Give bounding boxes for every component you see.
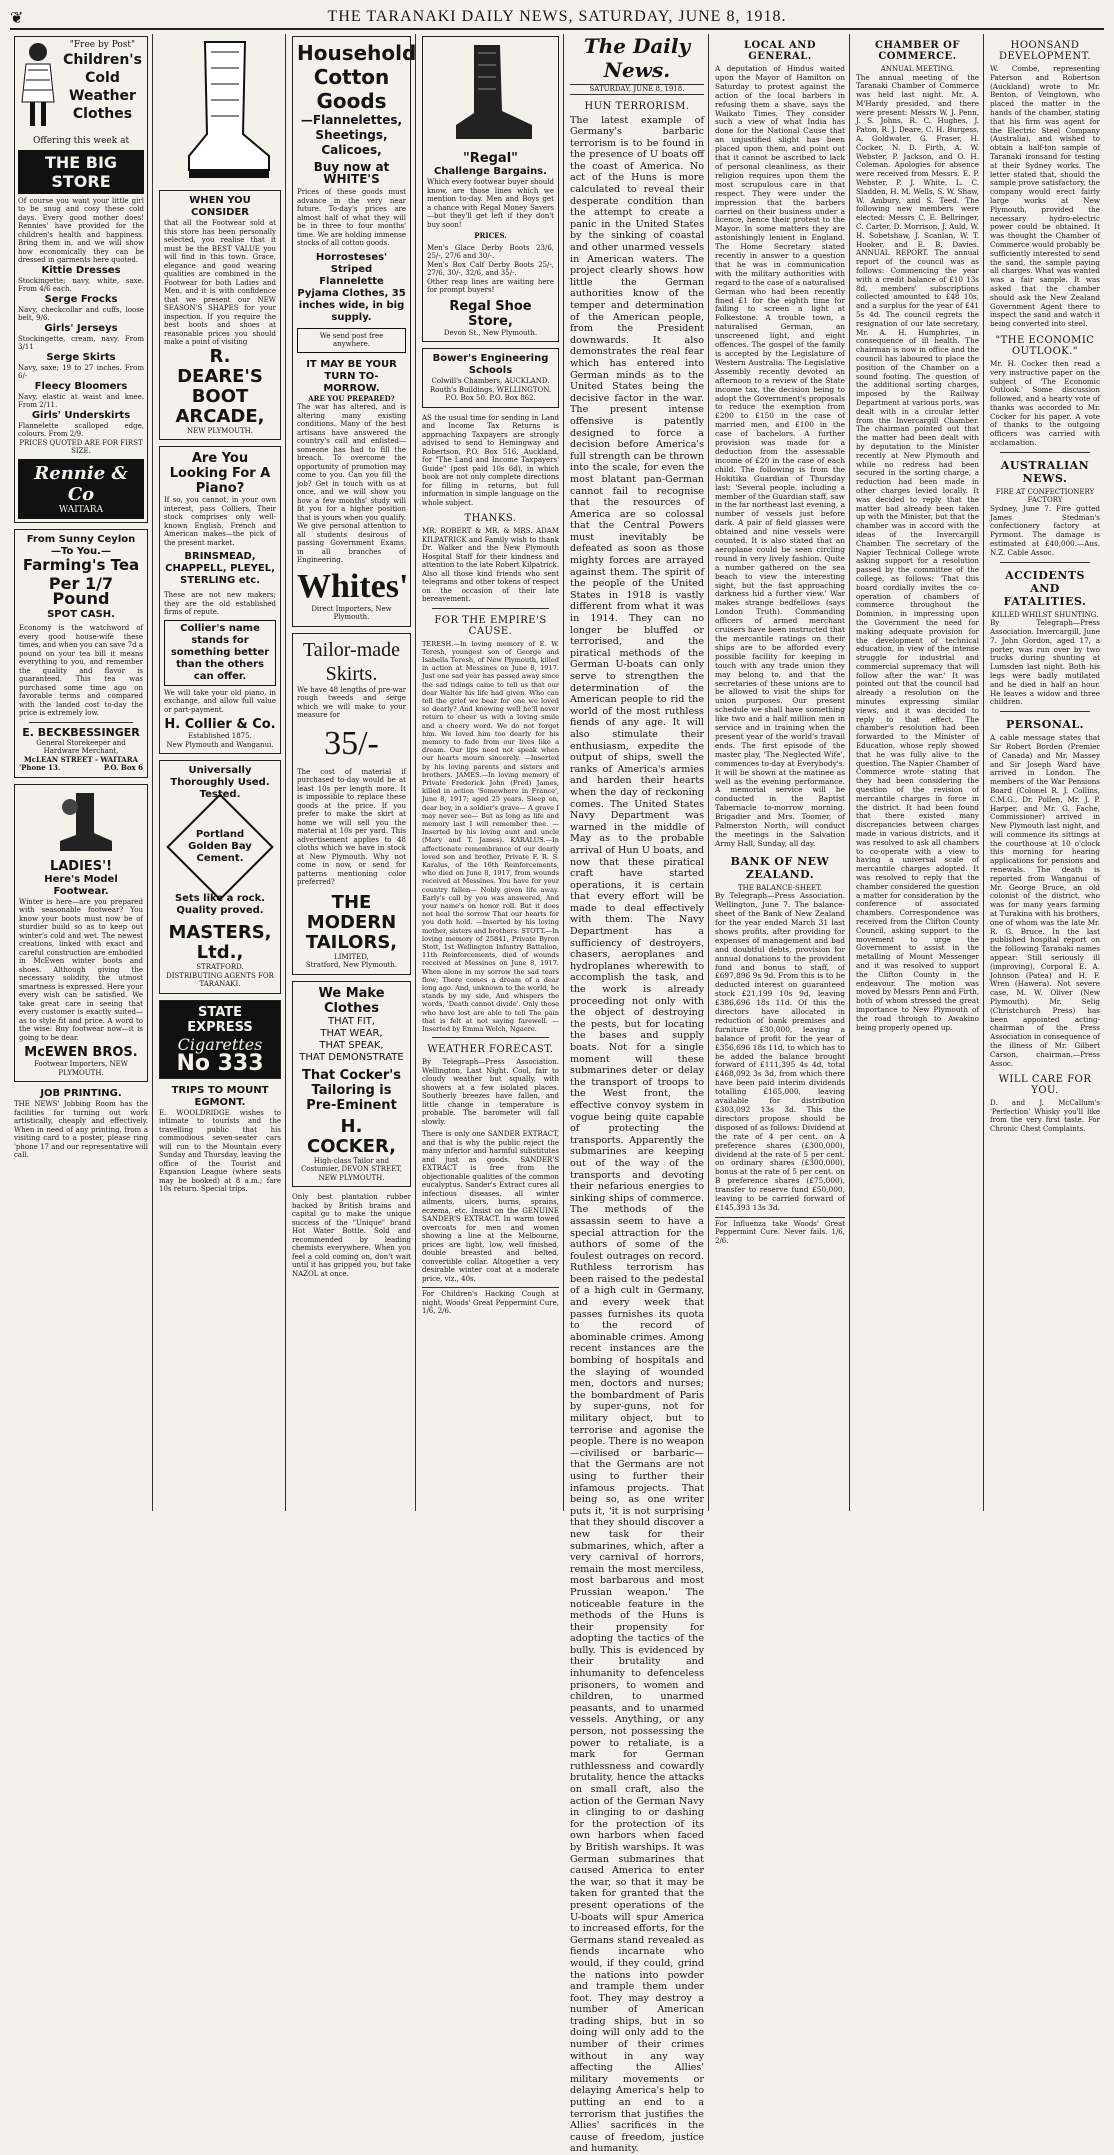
regal-price: Other reap lines are waiting here for prompt buyers! — [427, 278, 554, 295]
editorial-head: HUN TERRORISM. — [570, 101, 704, 112]
job-printing — [14, 1088, 148, 1160]
household-body: Prices of these goods must advance in the very near future. To-day's prices are almost half of what they will be in three to four months' time. We are holding immense stocks of all cotton goods. — [297, 188, 406, 248]
prepared-head: ARE YOU PREPARED? — [297, 395, 406, 404]
ornament-icon: ❦ — [10, 8, 40, 27]
cement-top: Universally Thoroughly Used. Tested. — [164, 765, 276, 801]
deare-town: NEW PLYMOUTH. — [164, 427, 276, 436]
mcewen-headline: LADIES'! — [19, 859, 143, 874]
cigs-kind: Cigarettes — [164, 1035, 276, 1054]
masters-desc: DISTRIBUTING AGENTS FOR TARANAKI. — [164, 972, 276, 989]
cement-brand: Portland Golden Bay Cement. — [184, 829, 256, 865]
item-desc: Flannelette scalloped edge, colours. From 2/9. — [18, 422, 144, 439]
deare-ad — [159, 190, 281, 440]
cigs-brand: STATE EXPRESS — [164, 1005, 276, 1035]
tailors-ltd: LIMITED, — [297, 953, 406, 962]
modern-tailors-ad — [292, 633, 411, 975]
man-boot-illustration-icon — [427, 41, 554, 151]
item-desc: Stockingette, cream, navy. From 3/11 — [18, 335, 144, 352]
bowers-addr: Colwill's Chambers, AUCKLAND. Routh's Buildings, WELLINGTON. — [427, 377, 554, 394]
column-7 — [852, 34, 1104, 1511]
tea-line-1: From Sunny Ceylon — [19, 534, 143, 546]
local-head: LOCAL AND GENERAL. — [715, 40, 845, 62]
column-5 — [566, 34, 709, 1511]
masters-town: STRATFORD. — [164, 963, 276, 972]
cocker-line: THAT DEMONSTRATE — [297, 1052, 406, 1064]
outlook-body: Mr. H. Cocker then read a very instructive paper on the subject of 'The Economic Outlook.' Some discussion followed, and a hearty vote of thanks was accorded to Mr. Cocker for his paper. A vote of thanks to the outgoing officers was carried with acclamation. — [990, 360, 1100, 448]
bigstore-ad — [14, 36, 148, 523]
whites-logo: Whites' — [297, 569, 406, 605]
piano-trade: We will take your old piano, in exchange, and allow full value or part-payment. — [164, 689, 276, 715]
page-title: THE TARANAKI DAILY NEWS, SATURDAY, JUNE 8, 1918. — [328, 8, 787, 26]
skirts-price: 35/- — [297, 726, 406, 762]
collier-est: Established 1875. — [164, 732, 276, 741]
accidents-head: ACCIDENTS AND FATALITIES. — [990, 569, 1100, 608]
household-sendpost: We send post free anywhere. — [297, 328, 406, 353]
cocker-line: THAT WEAR, — [297, 1028, 406, 1040]
bigstore-intro: Of course you want your little girl to be snug and cosy these cold days. Every good mother does! Rennies' have provided for the children's health and happiness. Bring them in, and we will show how economically they can be dressed in garments here quoted. — [18, 197, 144, 265]
cocker-line: THAT SPEAK, — [297, 1040, 406, 1052]
column-3 — [288, 34, 416, 1511]
editorial-body: The latest example of Germany's barbaric terrorism is to be found in the presence of U boats off the coast of America. No act of the Huns is more calculated to reveal their desperate condition than the attempt to create a panic in the United States by the sinking of coastal and other unarmed vessels in American waters. The project clearly shows how little the German authorities know of the temper and determination of the American people, from the President downwards. It also demonstrates the real fear which has entered into German minds as to the United States being the decisive factor in the war. The present intense offensive is patently designed to force a decision before America's full strength can be thrown into the scale, for even the most blatant pan-German cannot fail to recognise that the resources of America are so colossal that the Central Powers must inevitably be defeated as soon as those mighty forces are arrayed against them. The spirit of the people of the United States in 1918 is vastly different from what it was in 1914. They can no longer be bluffed or terrorised, and the piratical methods of the German U-boats can only serve to strengthen the determination of the American people to rid the world of the most ruthless fiends of any age. It will also stimulate their enthusiasm, expedite the output of ships, swell the ranks of America's armies and harden their hearts when the day of reckoning comes. The United States Navy Department was warned in the middle of May as to the probable arrival of Hun U boats, and now that these piratical craft have started operations, it is certain that every effort will be made to deal effectively with them. The Navy Department has a sufficiency of destroyers, chasers, aeroplanes and hydroplanes wherewith to accomplish the task, and the work is already proceeding not only with the object of destroying the pests, but for locating the bases and supply boats. Not for a single moment will these submarines deter or delay the transport of troops to the West front, the effective convoy system in vogue being quite capable of protecting the transports. Apparently the submarines are keeping out of the way of the transports and devoting their nefarious energies to sinking ships of commerce. The methods of the assassin seem to have a special attraction for the authors of some of the foulest outrages on record. Ruthless terrorism has been raised to the pedestal of a high cult in Germany, and every week that passes furnishes its quota to the record of abominable crimes. Among recent instances are the bombing of hospitals and the slaying of wounded men, doctors and nurses; the bombardment of Paris by super-guns, not for military object, but to terrorise and agonise the people. There is no weapon—civilised or barbaric—that the Germans are not using to further their infamous projects. That being so, as one writer puts it, 'it is not surprising that they should discover a new task for their submarines, which, after a very carnival of horrors, remain the most merciless, most barbarous and most Prussian weapon.' The noticeable feature in the methods of the Huns is their propensity for adopting the tactics of the bully. This is evidenced by their brutality and inhumanity to defenceless prisoners, to women and children, to unarmed peasants, and to unarmed vessels. Anything, or any person, not possessing the power to retaliate, is a mark for German ruthlessness and cowardly brutality, hence the attacks on small craft, also the action of the German Navy in clinging to or dashing for the protection of its own harbors when faced by British warships. It was German submarines that caused America to enter the war, so that it may be taken for granted that the present operations of the U-boats will spur America to increased efforts, for the Germans stand revealed as fiends incarnate who would, if they could, grind the nations into powder and trample them under foot. They may destroy a number of American trading ships, but in so doing will only add to the number of their crimes without in any way affecting the Allies' military movements or delaying America's help to putting an end to a terrorism that justifies the Allies' sacrifices in the cause of freedom, justice and humanity. — [570, 115, 704, 2155]
editorial-date: SATURDAY, JUNE 8, 1918. — [570, 84, 704, 95]
empire-body: TERESH.—In loving memory of E. W. Teresh, youngest son of George and Isabella Teresh, of New Plymouth, killed in action at Messines on June 8, 1917. Just one sad year has passed away since the sad tidings came to tell us that our dear Walter his life had given. Who can tell the grief we bear for one we loved so dearly? And knowing well he'll never return to cheer us with a loving smile and a cheery word. We do not forget him. We loved him too dearly for his memory to fade from our lives like a dream. Our lips need not speak when our hearts mourn sincerely. —Inserted by his loving parents and sisters and brothers. JAMES.—In loving memory of Private Frederick John (Fred) James, killed in action 'Somewhere in France', June 8, 1917; aged 25 years. Sleep on, dear boy, in a soldier's grave— A grave I may never see— But as long as life and memory last I will remember thee. —Inserted by his loving aunt and uncle (Mary and T. James). KARALUS.—In affectionate remembrance of our dearly loved son and brother, Private F. R. S. Karalus, of the 16th Reinforcements, who died on June 8, 1917, from wounds received at Messines. You have for your country fallen— Nobly given life away. Early's call by you was answered, And your name's on honor roll. But it does not heal the sorrow That our hearts for you doth hold. —Inserted by his loving mother, sisters and brothers. STOTT.—In loving memory of 25841, Private Byron Stott, 1st Wellington Infantry Battalion, 11th Reinforcements, died of wounds received at Messines on June 8, 1917. When alone in my sorrow the sad tears flow; There comes a dream of a dear long ago. And, unknown to the world, he stands by my side, And whispers the words, 'Death cannot divide'. Only those who have lost are able to tell The pain that is felt at not saying farewell. —Inserted by Emma Welch, Ngaere. — [422, 640, 559, 1034]
skirts-title: Tailor-made Skirts. — [297, 638, 406, 686]
state-express-ad — [159, 1000, 281, 1079]
regal-ad — [422, 36, 559, 342]
cigs-number: No 333 — [164, 1054, 276, 1074]
aus-sub: FIRE AT CONFECTIONERY FACTORY — [990, 488, 1100, 505]
chamber-body: The annual meeting of the Taranaki Chamber of Commerce was held last night. Mr. A. M'Hardy presided, and there were present: Messrs W. J. Penn, J. S. Johns, R. C. Hughes, J. Paton, R. J. Deare, C. H. Burgess, A. Goldwater, G. Fraser, H. Cocker, N. D. Firth, A. W. Webster, P. Jackson, and O. H. Coleman. Apologies for absence were received from Messrs. E. P. Webster, P. J. White, L. C. Sladden, H. M. Wells, S. W. Shaw, W. Ambury, and S. Teed. The following new members were elected: Messrs C. E. Bellringer, C. Carter, D. Morrison, J. Auld, W. H. Sobetshaw, J. Scanlan, W. T. Hooker, and E. B. Davies. ANNUAL REPORT. The annual report of the council was as follows: Commencing the year with a credit balance of £10 13s 8d, members' subscriptions collected amounted to £48 10s, and a surplus for the year of £41 5s 4d. The council regrets the resignation of our late secretary, Mr. A. H. Humphries, in consequence of ill health. The chairman is now in office and the council has laboured to place the position of the Chamber on a sound footing. The question of the additional sorting charges, imposed by the Railway Department at various ports, was dealt with in a circular letter from the Invercargill Chamber. The chairman pointed out that the matter had been dealt with by deputation to the Minister recently at New Plymouth and while no redress had been secured in the sorting charge, a reduction had been made in other charges levied locally. It was decided to reply that the matter had already been taken up with the Minister, but that the chamber was in accord with the ideas of the Invercargill Chamber. The secretary of the Napier Technical College wrote asking support for a resolution passed by the committee of the college, as follows: 'That this board cordially invites the co-operation of chambers of commerce throughout the Dominion, in impressing upon the Government the need for making adequate provision for the development of technical education, in view of the intense struggle for industrial and commercial supremacy that will follow after the war.' It was pointed out that the council had already a resolution on the minutes expressing similar views, and it was decided to reply to that effect. The chamber's resolution had been forwarded to the Minister of Education, whose reply showed that he was fully alive to the question. The Napier Chamber of Commerce wrote stating that they had been considering the question of the revision of mercantile charges in force in the district. It had been found that there existed many discrepancies between charges made in various districts, and it was resolved to ask all chambers to co-operate with a view to having a universal scale of mercantile charges adopted. It was resolved to reply that the chamber considered the question a matter for consideration by the conference of associated chambers. Correspondence was received from the Clifton County Council, asking support to the movement to urge the Government to assist in the metalling of Mount Messenger and it was resolved to support the Clifton County in the endeavour. The motion was moved by Messrs Penn and Firth, both of whom stressed the great importance to New Plymouth of the road through to Awakino being properly opened up. — [856, 74, 979, 1033]
skirts-body2: The cost of material if purchased to-day would be at least 10s per length more. It is impossible to replace these goods at the price. If you prefer to make the skirt at home we will sell you the material at 10s per yard. This advertisement applies to 48 cloths which we have in stock at New Plymouth. Why not come in now, or send for patterns mentioning color preferred? — [297, 768, 406, 887]
item-name: Girls' Jerseys — [18, 323, 144, 335]
regal-body: Which every footwear buyer should know, are those lines which we mention to-day. Men and Boys get a chance with Regal Money Savers—but they'll get left if they don't buy soon! — [427, 178, 554, 229]
mcewen-foot: Footwear Importers, NEW PLYMOUTH. — [19, 1060, 143, 1077]
masthead: The Daily News. — [570, 34, 704, 82]
bigstore-item — [18, 294, 144, 323]
war-body: The war has altered, and is altering many existing conditions. Many of the best artisans have answered the country's call and enlisted—someone has had to fill the breach. To overcome the opportunity of promotion may come to you. Can you fill the job? Get in touch with us at once, and we will show you how a few months' study will fit you for a higher position that is yours when you qualify. We give personal attention to all students desirous of passing Government Exams. in all branches of Engineering. — [297, 403, 406, 565]
household-title: Household Cotton Goods — [297, 41, 406, 113]
household-pyjama: Horrosteses' Striped Flannelette Pyjama Clothes, 35 inches wide, in big supply. — [297, 252, 406, 324]
deare-name: R. DEARE'S BOOT ARCADE, — [164, 347, 276, 427]
personal-head: PERSONAL. — [990, 718, 1100, 731]
tax-notice: AS the usual time for sending in Land and Income Tax Returns is approaching Taxpayers are strongly advised to send to Hemingway and Robertson, P.O. Box 516, Auckland, for "The Land and Income Taxpayers' Guide" (post paid 10s 6d), in which book are not only complete directions for filling in returns, but full information in simple language on the whole subject. — [422, 414, 559, 508]
chamber-head: CHAMBER OF COMMERCE. — [856, 40, 979, 62]
beck-address: McLEAN STREET - WAITARA — [19, 756, 143, 765]
job-body: THE NEWS' Jobbing Room has the facilities for turning out work artistically, cheaply and effectively. When in need of any printing, from a visiting card to a poster, please ring 'phone 17 and our representative will call. — [14, 1100, 148, 1160]
item-desc: Navy, checkcollar and cuffs, loose belt, 9/6. — [18, 306, 144, 323]
household-sub: —Flannelettes, Sheetings, Calicoes, — [297, 113, 406, 158]
local-body: A deputation of Hindus waited upon the Mayor of Hamilton on Saturday to protest against the action of the local barbers in refusing them a shave, says the Waikato Times. They consider such a view of what India has done for the National Cause that an unjustified slight has been placed upon them, and point out that it cannot be ascribed to lack of personal cleanliness, as their religion requires upon them the most scrupulous care in that respect. They were under the impression that the barbers carried on their business under a licence, hence their protest to the Mayor. In some matters they are astonishingly lenient in England. The Home Secretary stated recently in answer to a question that he was in communication with the military authorities with regard to the case of a naturalised German who had been recently fined £1 for the eighth time for failing to screen a light at Folkestone. A trouble town, a naturalised German, an unscreened light, and eight offences. The gospel of the family is accepted by the Legislature of Western Australia. The Legislative Assembly recently devoted an afternoon to a review of the State income tax, the decision being to adopt the Government's proposals to reduce the exemption from £200 to £150 in the case of married men, and £100 in the case of bachelors. A further provision was made for a deduction from the assessable income of £20 in the case of each child. The following is from the Hokitika Guardian of Thursday last: 'Several people, including a member of the Guardian staff, saw in the far northeast last evening, a number of vessels just before dark. A pair of field glasses were obtained and nine vessels were counted. It is also stated that an aeroplane could be seen circling round in very lively fashion. Quite a number gathered on the sea beach to view the interesting sight, but the fast approaching darkness hid a further view.' War makes strange bedfellows (says London Truth). Commanding officers of armed merchant cruisers have been instructed that the mercantile ratings on their ships are to be afforded every possible facility for keeping in touch with any trade union they may belong to, and that the secretaries of these unions are to be allowed to visit the ships for union purposes. Our present schedule we shall have something like two and a half million men in service and in training when the present year of the world's travail ends. The first episode of the master play, 'The Neglected Wife', commences to-day at Everybody's. It will be shown at the matinee as well as the evening performance. A memorial service will be conducted in the Baptist Tabernacle to-morrow morning. Brigadier and Mrs. Toomer, of Palmerston North, will conduct the meetings in the Salvation Army Hall, Sunday, all day. — [715, 65, 845, 849]
rennie-town: WAITARA — [20, 505, 142, 516]
turn-head: IT MAY BE YOUR TURN TO-MORROW. — [297, 359, 406, 395]
weather-forecast — [422, 1044, 559, 1126]
bowers-ad — [422, 348, 559, 408]
bigstore-item — [18, 410, 144, 439]
aus-head: AUSTRALIAN NEWS. — [990, 459, 1100, 485]
boot-illustration-icon — [19, 789, 143, 859]
tea-terms: SPOT CASH. — [19, 609, 143, 621]
job-head: JOB PRINTING. — [14, 1088, 148, 1100]
piano-slogan: Collier's name stands for something better than the others can offer. — [164, 620, 276, 686]
regal-price: Men's Box Calf Derby Boots 25/-, 27/6, 30/-, 32/6, and 35/-. — [427, 261, 554, 278]
column-1 — [10, 34, 153, 1511]
hot-water-bottle-ad: Only best plantation rubber backed by British brains and capital go to make the unique success of the "Unique" brand Hot Water Bottle. Sold and recommended by leading chemists everywhere. When you feel a cold coming on, don't wait until it has gripped you, but take NAZOL at once. — [292, 1193, 411, 1278]
item-name: Serge Skirts — [18, 352, 144, 364]
wooldridge-ad — [159, 1085, 281, 1194]
piano-title: Are You Looking For A Piano? — [164, 451, 276, 496]
deare-body: that all the Footwear sold at this store has been personally selected, you realise that it must be the BEST VALUE you will find in this town. Grace, elegance and good wearing qualities are combined in the Footwear for both Ladies and Men, and it is with confidence that we present our NEW SEASON'S SHAPES for your inspection. If you require the best boots and shoes at reasonable prices you should make a point of visiting — [164, 219, 276, 347]
accidents-sub: KILLED WHILST SHUNTING. — [990, 611, 1100, 620]
wool-body: E. WOOLDRIDGE wishes to intimate to tourists and the travelling public that his commodious seven-seater cars will run to the Mountain every Sunday and Thursday, leaving the office of the Tourist and Expansion League (where seats may be booked) at 8 a.m.; fare 10s return. Special trips. — [159, 1109, 281, 1194]
weather-body: By Telegraph—Press Association. Wellington, Last Night. Cool, fair to cloudy weather but squally, with showers at a few isolated places. Southerly breezes have fallen, and little change in temperature is probable. The barometer will fall slowly. — [422, 1058, 559, 1126]
regal-sub: Challenge Bargains. — [427, 166, 554, 178]
skirts-body: We have 48 lengths of pre-war rough tweeds and serge which we will make to your measure for — [297, 686, 406, 720]
aus-body: Sydney, June 7. Fire gutted James Stedman's confectionery factory at Pyrmont. The damage is estimated at £40,000.—Aus. N.Z. Cable Assoc. — [990, 505, 1100, 558]
item-name: Serge Frocks — [18, 294, 144, 306]
regal-title: "Regal" — [427, 151, 554, 166]
chamber-column — [856, 34, 984, 1511]
whites-direct: Direct Importers, New Plymouth. — [297, 605, 406, 622]
cement-diamond — [166, 793, 273, 900]
chamber-sub: ANNUAL MEETING. — [856, 65, 979, 74]
tailors-name: THE MODERN TAILORS, — [297, 893, 406, 953]
mcewen-ad — [14, 784, 148, 1083]
offering-text: Offering this week at — [18, 136, 144, 147]
bigstore-item — [18, 323, 144, 352]
bank-body: By Telegraph—Press Association. Wellington, June 7. The balance-sheet of the Bank of New Zealand for the year ended March 31 last shows profits, after providing for expenses of management and bad and doubtful debts, provision for annual donations to the provident fund and bonus to staff, of £697,896 9s 9d. From this is to be deducted interest on guaranteed stock £21,199 10s 9d, leaving £386,696 18s 11d. Of this the directors have allocated in reduction of bank premises and furniture £30,000, leaving a balance of profit for the year of £356,696 18s 11d, to which has to be added the balance brought forward of £111,395 4s 4d, total £468,092 3s 3d, from which there have been paid interim dividends totalling £165,000, leaving available for distribution £303,092 13s 3d. This the directors propose should be disposed of as follows: Dividend at the rate of 4 per cent. on A preference shares (£300,000), dividend at the rate of 5 per cent. on ordinary shares (£300,000), bonus at the rate of 5 per cent. on B preference shares (£75,000), transfer to reserve fund £50,000, leaving to be carried forward of £145,393 13s 3d. — [715, 892, 845, 1213]
page-header — [10, 6, 1104, 30]
tailors-town: Stratford, New Plymouth. — [297, 961, 406, 970]
piano-body: If so, you cannot, in your own interest, pass Colliers, Their stock comprises only well-known English, French and American makes—the pick of the present market. — [164, 496, 276, 547]
child-illustration-icon — [18, 40, 58, 136]
collier-ad — [159, 446, 281, 754]
column-4 — [418, 34, 564, 1511]
bowers-name: Bower's Engineering Schools — [427, 353, 554, 377]
bank-head: BANK OF NEW ZEALAND. — [715, 855, 845, 881]
cocker-claim: That Cocker's Tailoring is Pre-Eminent — [297, 1068, 406, 1113]
item-name: Girls' Underskirts — [18, 410, 144, 422]
accidents-body: By Telegraph—Press Association. Invercargill, June 7. John Gordon, aged 17, a porter, was run over by two trucks during shunting at Lumsden last night. Both his legs were badly mutilated and he died in half an hour. He leaves a widow and three children. — [990, 619, 1100, 707]
personal-body: A cable message states that Sir Robert Borden (Premier of Canada) and Mr. Massey and Sir Joseph Ward have arrived in London. The members of the War Pensions Board (Colonel R. J. Collins, C.M.G., Dr. Pollen, Mr. J. P. Harper, and Mr. G. Fache, Commissioner) arrived in New Plymouth last night, and will commence its sittings at the courthouse at 10 o'clock this morning for hearing applications for pensions and renewals. The death is reported from Wanganui of Mr. George Bruce, an old colonist of the district, who was for many years farming at Turakina with his brothers, one of whom was the late Mr. R. G. Bruce. In the last published hospital report on the following Taranaki names appear: Still seriously ill (improving), Corporal E. A. Johnson (Patea) and H. F. Wren (Hawera). Not severe case, M. W. Oliver (New Plymouth). Mr. Selig (Christchurch Press) has been appointed acting-chairman of the Press Association in consequence of the illness of Mr. Gilbert Carson, chairman.—Press Assoc. — [990, 734, 1100, 1068]
tea-line-2: —To You.— — [19, 546, 143, 558]
wool-head: TRIPS TO MOUNT EGMONT. — [159, 1085, 281, 1109]
thanks-head: THANKS. — [422, 513, 559, 524]
item-desc: Stockingette; navy, white, saxe. From 4/6 each. — [18, 277, 144, 294]
tea-name: Farming's Tea — [19, 558, 143, 573]
regal-name: Regal Shoe Store, — [427, 299, 554, 329]
cocker-desc: High-class Tailor and Costumier, DEVON STREET, NEW PLYMOUTH. — [297, 1157, 406, 1183]
empire-notices — [422, 615, 559, 1034]
hoon-body: W. Combe, representing Paterson and Robertson (Auckland) wrote to Mr. Benton, of Veingtown, who placed the matter in the hands of the chamber, stating that his firm was agent for the Electric Steel Company (Australia), and wished to obtain a half-ton sample of Taranaki ironsand for testing at their Sydney works. The letter stated that, should the sample prove satisfactory, the company would erect fairly large works at New Plymouth, provided the necessary hydro-electric power could be obtained. It was thought the Chamber of Commerce would probably be sufficiently interested to send the sand, the sample paying all charges. What was wanted was a fair sample. It was asked that the chamber should ask the New Zealand Government Agent there to inspect the sand and watch it being converted into steel. — [990, 65, 1100, 329]
cement-bottom: Sets like a rock. Quality proved. — [164, 893, 276, 917]
cocker-line: THAT FIT, — [297, 1016, 406, 1028]
tea-body: Economy is the watchword of every good house-wife these times, and when you can save 7d a pound on your tea bill it means everything to you, and remember the quality and flavor is guaranteed. This tea was purchased some time ago on favorable terms and compared with the landed cost to-day the price is extremely low. — [19, 624, 143, 718]
mcewen-body: Winter is here—are you prepared with seasonable footwear? You know your boots must now be of sturdier build so as to keep out winter's cold and wet. The newest creations, linked with exact and careful construction are embodied in McEwen winter boots and shoes. Although giving the necessary solidity, the utmost smartness is expressed. Here your every wish can be satisfied. We take great care in seeing that every customer is exactly suited—as to style fit and price. A word to the wise: Buy footwear now—it is going to be dear. — [19, 898, 143, 1043]
sander-ad: There is only one SANDER EXTRACT, and that is why the public reject the many inferior and harmful substitutes and just as goods. SANDER'S EXTRACT is free from the objectionable qualities of the common eucalyptus. Sander's Extract cures all infectious diseases, all winter ailments, ulcers, burns, sprains, eczema, etc. Insist on the GENUINE SANDER'S EXTRACT. In warm towed overcoats for men and women showing a line at the Melbourne, prices are light, low, well finished, double breasted and belted, convertible collar. Altogether a very desirable winter coat at a moderate price, viz., 40s. — [422, 1130, 559, 1283]
tea-price: Per 1/7 Pound — [19, 576, 143, 606]
thanks-body: MR. ROBERT & MR. & MRS. ADAM KILPATRICK and Family wish to thank Dr. Walker and the New Plymouth Hospital Staff for their kindness and attention to the late Robert Kilpatrick. Also all those kind friends who sent telegrams and other tokens of respect on the occasion of their late bereavement. — [422, 527, 559, 604]
deare-title: WHEN YOU CONSIDER — [164, 195, 276, 219]
bowers-box: P.O. Box 50. P.O. Box 862. — [427, 394, 554, 403]
tea-ad — [14, 529, 148, 778]
bigstore-headline: Children's Cold Weather Clothes — [61, 51, 144, 123]
item-desc: Navy, elastic at waist and knee. From 2/11. — [18, 393, 144, 410]
weather-head: WEATHER FORECAST. — [422, 1044, 559, 1055]
ladies-shoe-illustration-icon — [159, 38, 281, 188]
beck-phone: 'Phone 13. — [19, 764, 60, 773]
masters-name: MASTERS, Ltd., — [164, 923, 276, 963]
cocker-head: We Make Clothes — [297, 986, 406, 1016]
bigstore-item — [18, 352, 144, 381]
collier-towns: New Plymouth and Wanganui. — [164, 741, 276, 750]
hoon-head: HOONSAND DEVELOPMENT. — [990, 40, 1100, 62]
news-column — [990, 34, 1100, 1511]
item-name: Kittie Dresses — [18, 265, 144, 277]
outlook-head: "THE ECONOMIC OUTLOOK." — [990, 335, 1100, 357]
care-head: WILL CARE FOR YOU. — [990, 1074, 1100, 1096]
free-by-post: "Free by Post" — [61, 40, 144, 51]
empire-head: FOR THE EMPIRE'S CAUSE. — [422, 615, 559, 637]
influenza-ad: For Influenza take Woods' Great Peppermint Cure. Never fails. 1/6, 2/6. — [715, 1217, 845, 1246]
column-2 — [155, 34, 286, 1511]
whites-ad — [292, 36, 411, 627]
collier-name: H. Collier & Co. — [164, 717, 276, 732]
bank-sub: THE BALANCE-SHEET. — [715, 884, 845, 893]
woods-ad: For Children's Hacking Cough at night, Woods' Great Peppermint Cure, 1/6, 2/6. — [422, 1287, 559, 1316]
prices-note: PRICES QUOTED ARE FOR FIRST SIZE. — [18, 439, 144, 456]
regal-prices-head: PRICES. — [427, 232, 554, 241]
cocker-ad — [292, 981, 411, 1188]
thanks-notice — [422, 513, 559, 604]
bigstore-item — [18, 381, 144, 410]
cement-ad — [159, 760, 281, 994]
bigstore-logo: THE BIG STORE — [18, 150, 144, 194]
item-desc: Navy, saxe; 19 to 27 inches. From 6/- — [18, 364, 144, 381]
mcewen-sub: Here's Model Footwear. — [19, 874, 143, 898]
column-6 — [711, 34, 850, 1511]
beck-desc: General Storekeeper and Hardware Merchant, — [19, 739, 143, 756]
mcewen-name: McEWEN BROS. — [19, 1045, 143, 1060]
cocker-name: H. COCKER, — [297, 1117, 406, 1157]
item-name: Fleecy Bloomers — [18, 381, 144, 393]
regal-addr: Devon St., New Plymouth. — [427, 329, 554, 338]
care-body: D. and J. McCallum's 'Perfection' Whisky you'll like from the very first taste. For Chronic Chest Complaints. — [990, 1099, 1100, 1133]
piano-makers: BRINSMEAD, CHAPPELL, PLEYEL, STERLING etc. — [164, 551, 276, 587]
regal-price: Men's Glace Derby Boots 23/6, 25/-, 27/6 and 30/-. — [427, 244, 554, 261]
beck-name: E. BECKBESSINGER — [19, 727, 143, 739]
household-cta: Buy now at WHITE'S — [297, 161, 406, 185]
piano-note: These are not new makers; they are the old established firms of repute. — [164, 591, 276, 617]
rennie-logo: Rennie & Co — [20, 463, 142, 505]
bigstore-item — [18, 265, 144, 294]
bigstore-items — [18, 265, 144, 439]
beck-box: P.O. Box 6 — [104, 764, 143, 773]
